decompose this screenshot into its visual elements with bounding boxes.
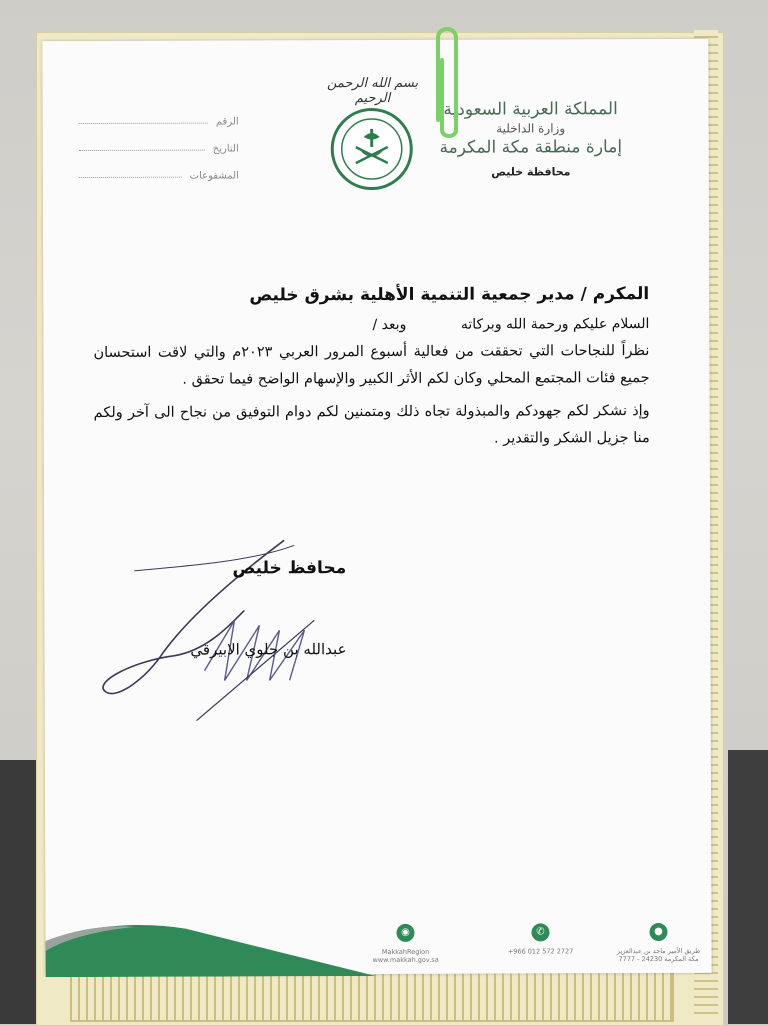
ref-number-label: الرقم (215, 116, 239, 128)
reference-fields (79, 108, 239, 190)
paragraph-2: وإذ نشكر لكم جهودكم والمبذولة تجاه ذلك ومتمنين لكم دوام التوفيق من نجاح الى آخر ولكم منا جزيل الشكر والتقدير . (93, 403, 650, 447)
saudi-emblem-icon (331, 108, 413, 190)
addressee: المكرم / مدير جمعية التنمية الأهلية بشرق خليص (249, 284, 650, 306)
basmala: بسم الله الرحمن الرحيم (326, 75, 419, 107)
phone-icon: ✆ (531, 923, 549, 941)
kingdom-label: المملكة العربية السعودية (443, 99, 618, 120)
web-label: MakkahRegion (381, 947, 430, 956)
ref-attachments-line (79, 175, 182, 177)
ministry-label: وزارة الداخلية (496, 121, 566, 136)
ref-number-line (79, 121, 208, 123)
contact-phone (495, 923, 585, 955)
desk-right (728, 750, 768, 1024)
ref-date-label: التاريخ (212, 143, 239, 155)
address-line-1: طريق الأمير ماجد بن عبدالعزيز (616, 946, 701, 956)
address-line-2: مكة المكرمة 24230 - 7777 (618, 954, 699, 964)
ref-date-row (79, 135, 239, 163)
after-greeting: وبعد / (372, 316, 407, 334)
phone-number: +966 012 572 2727 (507, 947, 574, 956)
location-pin-icon: ● (649, 923, 667, 941)
greeting: السلام عليكم ورحمة الله وبركاته (460, 316, 650, 333)
ref-number-row (79, 108, 239, 136)
paperclip-icon (430, 20, 464, 138)
emirate-label: إمارة منطقة مكة المكرمة (439, 137, 623, 158)
web-url: www.makkah.gov.sa (372, 955, 439, 965)
letter-sheet (42, 39, 711, 975)
desk-left (0, 760, 40, 1024)
governorate-label: محافظة خليص (491, 165, 571, 179)
ref-attachments-row (79, 162, 239, 190)
contact-web (345, 924, 465, 964)
signature-block (74, 530, 395, 721)
ref-date-line (79, 148, 205, 150)
ref-attachments-label: المشفوعات (189, 170, 239, 182)
letter-body (93, 284, 650, 454)
contact-address (605, 923, 711, 963)
footer-green-wave (45, 920, 375, 977)
greeting-line (93, 316, 649, 334)
paragraph-1: نظراً للنجاحات التي تحققت من فعالية أسبوع المرور العربي ٢٠٢٣م والتي لاقت استحسان جميع فئات المجتمع المحلي وكان لكم الأثر الكبير والإسهام الواضح فيما تحقق . (93, 343, 650, 388)
signatory-name: عبدالله بن جلوي الابيرقي (190, 640, 347, 659)
signatory-title: محافظ خليص (232, 558, 347, 579)
web-icon: ◉ (396, 924, 414, 942)
footer-contacts (345, 911, 711, 972)
